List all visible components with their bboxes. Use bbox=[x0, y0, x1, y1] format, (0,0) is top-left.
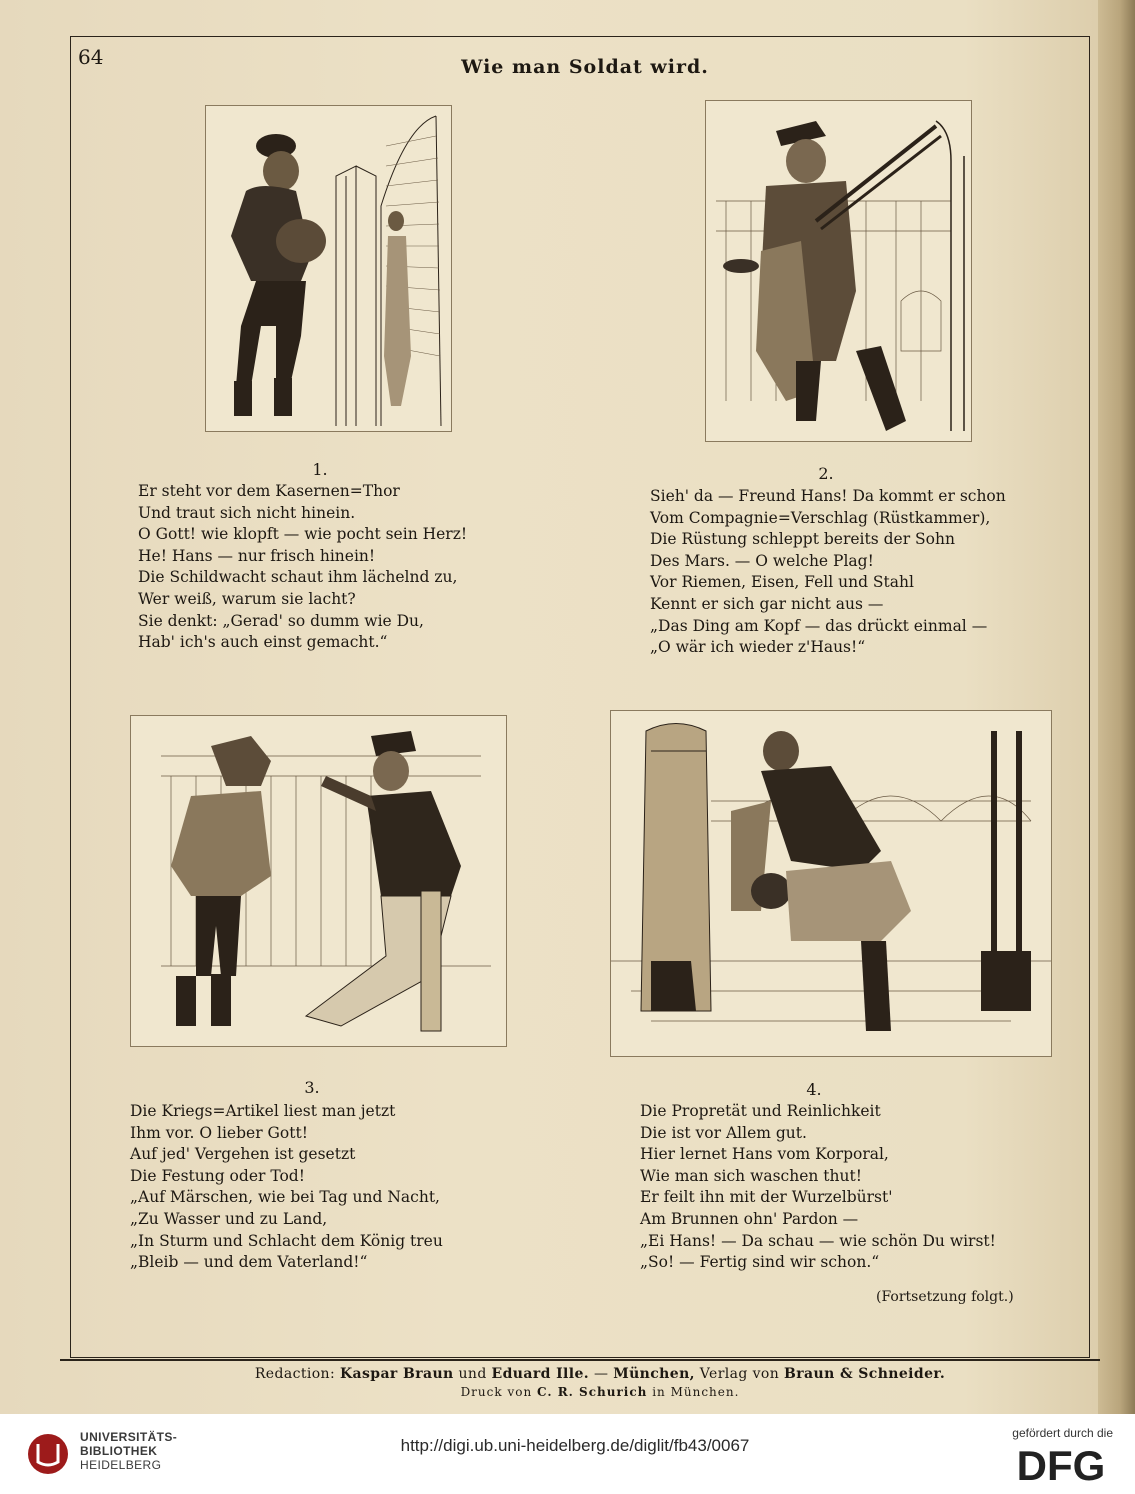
verse-line: Hab' ich's auch einst gemacht.“ bbox=[138, 633, 388, 652]
dfg-logo-text: DFG bbox=[1016, 1442, 1106, 1486]
illustration-4 bbox=[610, 710, 1052, 1057]
verse-line: „O wär ich wieder z'Haus!“ bbox=[650, 638, 866, 657]
verse-line: Am Brunnen ohn' Pardon — bbox=[640, 1209, 859, 1228]
verse-line: „Bleib — und dem Vaterland!“ bbox=[130, 1253, 368, 1272]
panel-1-number: 1. bbox=[312, 460, 328, 479]
verse-line: O Gott! wie klopft — wie pocht sein Herz! bbox=[138, 525, 468, 544]
verse-line: „In Sturm und Schlacht dem König treu bbox=[130, 1231, 443, 1250]
imprint-and: und bbox=[458, 1366, 487, 1382]
imprint-rule bbox=[60, 1359, 1100, 1361]
publisher: Braun & Schneider. bbox=[784, 1366, 946, 1382]
panel-4-number: 4. bbox=[806, 1080, 822, 1099]
dfg-logo-icon bbox=[1005, 1442, 1117, 1486]
publisher-label: Verlag von bbox=[699, 1366, 780, 1382]
verse-line: Und traut sich nicht hinein. bbox=[138, 503, 356, 522]
verse-line: „Auf Märschen, wie bei Tag und Nacht, bbox=[130, 1188, 440, 1207]
verse-line: Wer weiß, warum sie lacht? bbox=[138, 589, 356, 608]
verse-line: Sieh' da — Freund Hans! Da kommt er schon bbox=[650, 487, 1006, 505]
editor-1: Kaspar Braun bbox=[339, 1366, 454, 1382]
imprint-city: München, bbox=[613, 1366, 695, 1382]
panel-2-number: 2. bbox=[818, 464, 834, 483]
library-line-1: UNIVERSITÄTS- bbox=[80, 1430, 178, 1444]
print-city: in München. bbox=[652, 1385, 740, 1399]
verse-line: „Ei Hans! — Da schau — wie schön Du wirst! bbox=[640, 1231, 996, 1250]
imprint-dash: — bbox=[593, 1366, 609, 1382]
recruit-hesitating-at-barracks-gate-illustration bbox=[206, 106, 451, 431]
imprint-line bbox=[160, 1366, 1040, 1382]
recruit-carrying-equipment-illustration bbox=[706, 101, 971, 441]
printer-line bbox=[160, 1385, 1040, 1399]
page-title: Wie man Soldat wird. bbox=[461, 56, 709, 78]
printer: C. R. Schurich bbox=[537, 1385, 648, 1399]
verse-line: Die ist vor Allem gut. bbox=[640, 1123, 807, 1142]
verse-line: Die Festung oder Tod! bbox=[130, 1166, 305, 1185]
verse-line: Er steht vor dem Kasernen=Thor bbox=[138, 482, 400, 500]
panel-3-number: 3. bbox=[304, 1078, 320, 1097]
verse-line: Des Mars. — O welche Plag! bbox=[650, 551, 874, 570]
verse-line: He! Hans — nur frisch hinein! bbox=[138, 546, 376, 565]
verse-line: Auf jed' Vergehen ist gesetzt bbox=[130, 1145, 356, 1164]
verse-line: Die Rüstung schleppt bereits der Sohn bbox=[650, 530, 955, 549]
verse-line: Vor Riemen, Eisen, Fell und Stahl bbox=[650, 573, 914, 592]
redaction-label: Redaction: bbox=[254, 1366, 336, 1382]
panel-4-verse bbox=[640, 1101, 996, 1274]
page-number: 64 bbox=[78, 45, 104, 69]
verse-line: Hier lernet Hans vom Korporal, bbox=[640, 1145, 889, 1164]
illustration-3 bbox=[130, 715, 507, 1047]
illustration-1 bbox=[205, 105, 452, 432]
verse-line: Vom Compagnie=Verschlag (Rüstkammer), bbox=[650, 508, 991, 527]
library-name bbox=[80, 1430, 177, 1472]
verse-line: „Das Ding am Kopf — das drückt einmal — bbox=[650, 616, 988, 635]
verse-line: Wie man sich waschen thut! bbox=[640, 1166, 862, 1185]
funded-by-label: gefördert durch die bbox=[1012, 1426, 1113, 1440]
verse-line: Die Kriegs=Artikel liest man jetzt bbox=[130, 1102, 396, 1120]
verse-line: Kennt er sich gar nicht aus — bbox=[650, 594, 884, 613]
verse-line: Ihm vor. O lieber Gott! bbox=[130, 1123, 308, 1142]
university-library-logo-icon bbox=[26, 1432, 70, 1476]
verse-line: Die Propretät und Reinlichkeit bbox=[640, 1102, 881, 1120]
library-line-2: BIBLIOTHEK bbox=[80, 1444, 158, 1458]
panel-1-verse bbox=[138, 481, 467, 654]
library-line-3: HEIDELBERG bbox=[80, 1458, 162, 1472]
panel-2-verse bbox=[650, 486, 1006, 659]
verse-line: „So! — Fertig sind wir schon.“ bbox=[640, 1253, 880, 1272]
permalink-url[interactable]: http://digi.ub.uni-heidelberg.de/diglit/fb43/0067 bbox=[400, 1436, 750, 1455]
verse-line: Sie denkt: „Gerad' so dumm wie Du, bbox=[138, 611, 424, 630]
verse-line: Er feilt ihn mit der Wurzelbürst' bbox=[640, 1188, 893, 1207]
verse-line: „Zu Wasser und zu Land, bbox=[130, 1209, 328, 1228]
continuation-note: (Fortsetzung folgt.) bbox=[876, 1289, 1014, 1305]
panel-3-verse bbox=[130, 1101, 443, 1274]
editor-2: Eduard Ille. bbox=[491, 1366, 590, 1382]
corporal-scrubbing-recruit-at-well-illustration bbox=[611, 711, 1051, 1056]
illustration-2 bbox=[705, 100, 972, 442]
print-label: Druck von bbox=[460, 1385, 533, 1399]
officer-reading-articles-of-war-illustration bbox=[131, 716, 506, 1046]
adjacent-page-edge bbox=[1098, 0, 1135, 1414]
verse-line: Die Schildwacht schaut ihm lächelnd zu, bbox=[138, 568, 458, 587]
viewer-footer bbox=[0, 1414, 1135, 1494]
